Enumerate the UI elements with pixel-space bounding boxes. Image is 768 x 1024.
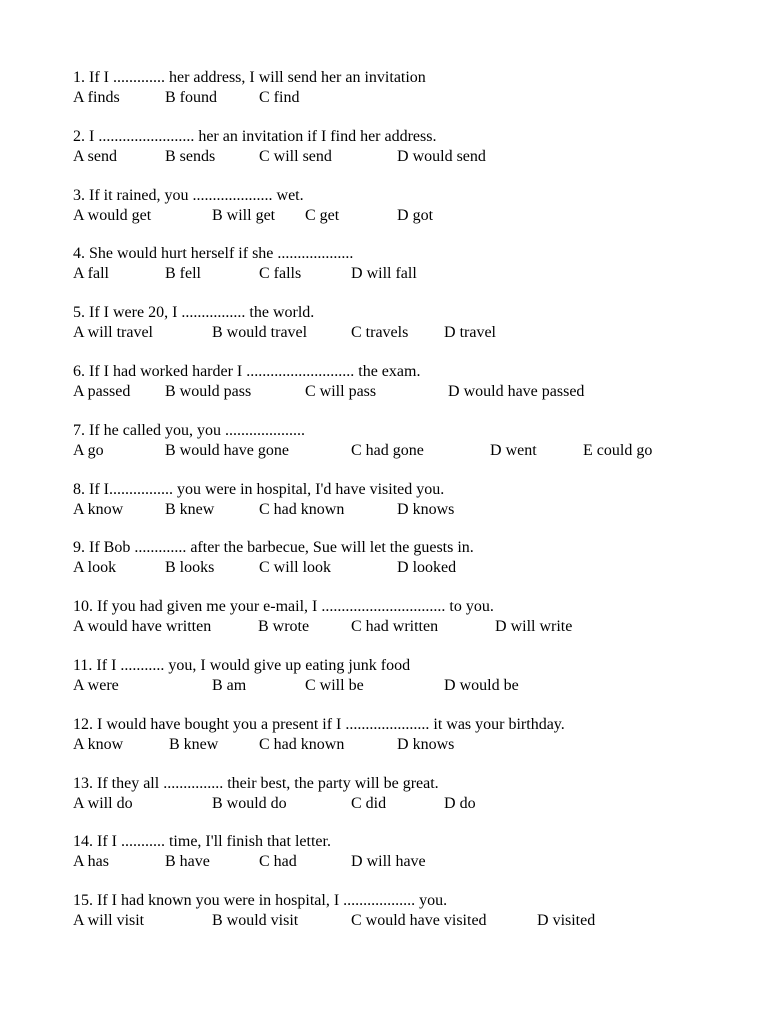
option-letter: A — [73, 559, 84, 577]
option-letter: B — [165, 853, 176, 871]
option-letter: D — [397, 559, 409, 577]
option-letter: A — [73, 676, 84, 694]
option-text: find — [273, 89, 300, 106]
option-letter: B — [165, 441, 176, 459]
answer-options — [73, 794, 733, 814]
question-text: If I were 20, I ................ the world. — [89, 304, 315, 322]
option-text: would have written — [87, 618, 212, 636]
question-text: If Bob ............. after the barbecue, Sue will let the guests in. — [89, 539, 474, 557]
option-a[interactable] — [73, 852, 109, 872]
option-text: will be — [319, 676, 364, 694]
option-text: know — [87, 735, 124, 753]
option-text: had gone — [365, 441, 424, 459]
option-c[interactable] — [259, 558, 331, 578]
option-text: knew — [179, 500, 215, 518]
option-text: would get — [87, 206, 152, 224]
option-letter: A — [73, 500, 84, 518]
question-number: 7. — [73, 421, 85, 439]
answer-options — [73, 206, 733, 226]
question-text: If I................ you were in hospital, I'd have visited you. — [89, 480, 445, 498]
option-text: go — [87, 441, 104, 459]
option-text: will pass — [319, 382, 377, 400]
option-letter: C — [351, 324, 362, 342]
option-text: would travel — [226, 324, 308, 342]
option-text: would send — [412, 147, 486, 165]
option-text: would be — [459, 676, 519, 694]
option-text: travel — [459, 324, 496, 342]
question-text: If I had known you were in hospital, I .................. you. — [97, 892, 448, 910]
option-text: do — [459, 794, 476, 812]
option-text: found — [179, 89, 217, 106]
option-text: knows — [412, 500, 455, 518]
option-letter: D — [397, 735, 409, 753]
answer-options — [73, 264, 733, 284]
option-letter: B — [169, 735, 180, 753]
answer-options — [73, 500, 733, 520]
option-text: had known — [273, 500, 345, 518]
question-number: 3. — [73, 186, 85, 204]
option-letter: B — [165, 89, 176, 106]
option-a[interactable] — [73, 794, 133, 814]
option-letter: A — [73, 206, 84, 224]
question-text: If he called you, you .................... — [89, 421, 305, 439]
question-14 — [73, 832, 733, 891]
question-2 — [73, 127, 733, 186]
question-prompt — [73, 244, 733, 264]
option-letter: B — [258, 618, 269, 636]
question-number: 9. — [73, 539, 85, 557]
question-prompt — [73, 362, 733, 382]
option-a[interactable] — [73, 206, 151, 226]
question-6 — [73, 362, 733, 421]
option-c[interactable] — [259, 88, 299, 108]
option-letter: C — [259, 89, 270, 106]
question-text: She would hurt herself if she ................... — [89, 245, 354, 263]
option-a[interactable] — [73, 382, 130, 402]
answer-options — [73, 911, 733, 931]
option-b[interactable] — [165, 441, 289, 461]
option-text: falls — [273, 265, 302, 283]
question-text: If they all ............... their best, the party will be great. — [97, 774, 439, 792]
option-c[interactable] — [351, 794, 386, 814]
answer-options — [73, 735, 733, 755]
question-number: 14. — [73, 833, 93, 851]
option-text: would have passed — [463, 382, 585, 400]
option-text: passed — [87, 382, 131, 400]
question-number: 2. — [73, 127, 85, 145]
option-letter: B — [165, 559, 176, 577]
question-1 — [73, 68, 733, 127]
option-text: would visit — [226, 912, 299, 930]
option-letter: D — [397, 147, 409, 165]
question-15 — [73, 891, 733, 950]
option-b[interactable] — [165, 264, 201, 284]
option-b[interactable] — [212, 323, 307, 343]
question-text: I ........................ her an invitation if I find her address. — [89, 127, 437, 145]
question-number: 11. — [73, 656, 93, 674]
option-text: send — [87, 147, 117, 165]
option-text: had written — [365, 618, 439, 636]
option-letter: A — [73, 912, 84, 930]
question-prompt — [73, 891, 733, 911]
option-a[interactable] — [73, 676, 119, 696]
option-text: will write — [510, 618, 573, 636]
option-letter: C — [351, 912, 362, 930]
option-b[interactable] — [165, 852, 210, 872]
option-letter: B — [212, 324, 223, 342]
option-text: wrote — [272, 618, 310, 636]
answer-options — [73, 147, 733, 167]
question-number: 13. — [73, 774, 93, 792]
option-b[interactable] — [165, 558, 214, 578]
option-c[interactable] — [351, 911, 487, 931]
question-text: If I ........... time, I'll finish that letter. — [97, 833, 331, 851]
option-text: fell — [179, 265, 201, 283]
question-text: If I ........... you, I would give up eating junk food — [96, 656, 411, 674]
option-letter: D — [397, 500, 409, 518]
option-text: has — [87, 853, 109, 871]
option-c[interactable] — [305, 206, 339, 226]
option-letter: C — [305, 676, 316, 694]
answer-options — [73, 617, 733, 637]
option-d[interactable] — [444, 323, 496, 343]
option-letter: D — [490, 441, 502, 459]
option-text: knew — [183, 735, 219, 753]
answer-options — [73, 441, 733, 461]
option-letter: D — [351, 265, 363, 283]
option-b[interactable] — [165, 382, 251, 402]
question-prompt — [73, 421, 733, 441]
option-c[interactable] — [351, 441, 424, 461]
option-text: will fall — [366, 265, 417, 283]
option-d[interactable] — [495, 617, 572, 637]
option-text: will have — [366, 853, 426, 871]
answer-options — [73, 382, 733, 402]
option-text: look — [87, 559, 117, 577]
question-7 — [73, 421, 733, 480]
option-c[interactable] — [259, 500, 344, 520]
option-letter: A — [73, 618, 84, 636]
option-d[interactable] — [351, 264, 417, 284]
option-text: get — [319, 206, 340, 224]
option-a[interactable] — [73, 911, 144, 931]
option-d[interactable] — [537, 911, 595, 931]
option-a[interactable] — [73, 264, 109, 284]
option-text: will do — [87, 794, 133, 812]
option-letter: C — [259, 147, 270, 165]
answer-options — [73, 88, 733, 108]
option-letter: C — [259, 735, 270, 753]
option-letter: D — [444, 324, 456, 342]
option-text: fall — [87, 265, 109, 283]
question-number: 10. — [73, 598, 93, 616]
option-b[interactable] — [165, 147, 215, 167]
option-text: will visit — [87, 912, 145, 930]
option-letter: D — [397, 206, 409, 224]
question-prompt — [73, 480, 733, 500]
question-prompt — [73, 597, 733, 617]
option-letter: D — [495, 618, 507, 636]
option-text: visited — [552, 912, 596, 930]
option-letter: B — [212, 912, 223, 930]
option-text: will travel — [87, 324, 153, 342]
option-d[interactable] — [397, 558, 456, 578]
question-number: 15. — [73, 892, 93, 910]
option-letter: C — [351, 618, 362, 636]
option-letter: C — [259, 853, 270, 871]
option-letter: B — [165, 382, 176, 400]
question-prompt — [73, 127, 733, 147]
option-b[interactable] — [212, 911, 298, 931]
option-letter: A — [73, 794, 84, 812]
option-letter: A — [73, 853, 84, 871]
option-text: did — [365, 794, 387, 812]
option-b[interactable] — [212, 206, 275, 226]
option-d[interactable] — [397, 206, 433, 226]
option-text: would have gone — [179, 441, 289, 459]
question-number: 12. — [73, 715, 93, 733]
option-letter: D — [537, 912, 549, 930]
option-letter: B — [165, 500, 176, 518]
option-letter: A — [73, 441, 84, 459]
option-text: looked — [412, 559, 457, 577]
option-a[interactable] — [73, 441, 104, 461]
option-d[interactable] — [351, 852, 426, 872]
option-text: am — [226, 676, 247, 694]
option-b[interactable] — [165, 88, 217, 108]
option-b[interactable] — [212, 794, 287, 814]
option-e[interactable] — [583, 441, 652, 461]
option-d[interactable] — [397, 500, 454, 520]
option-d[interactable] — [397, 147, 486, 167]
option-letter: B — [212, 676, 223, 694]
question-prompt — [73, 656, 733, 676]
option-letter: A — [73, 147, 84, 165]
option-d[interactable] — [448, 382, 584, 402]
question-number: 1. — [73, 69, 85, 86]
option-d[interactable] — [397, 735, 454, 755]
question-12 — [73, 715, 733, 774]
question-prompt — [73, 186, 733, 206]
option-c[interactable] — [305, 382, 376, 402]
option-letter: D — [351, 853, 363, 871]
question-number: 8. — [73, 480, 85, 498]
option-letter: A — [73, 89, 84, 106]
option-letter: B — [165, 147, 176, 165]
question-prompt — [73, 68, 733, 88]
option-letter: B — [212, 794, 223, 812]
question-prompt — [73, 715, 733, 735]
option-b[interactable] — [212, 676, 246, 696]
option-text: were — [87, 676, 119, 694]
question-4 — [73, 244, 733, 303]
option-letter: D — [444, 794, 456, 812]
option-letter: C — [351, 441, 362, 459]
option-c[interactable] — [259, 147, 332, 167]
option-letter: C — [259, 265, 270, 283]
question-text: If I had worked harder I ........................... the exam. — [89, 362, 421, 380]
question-13 — [73, 774, 733, 833]
option-c[interactable] — [259, 264, 301, 284]
option-letter: C — [305, 382, 316, 400]
option-d[interactable] — [444, 676, 519, 696]
option-a[interactable] — [73, 617, 211, 637]
question-11 — [73, 656, 733, 715]
question-prompt — [73, 538, 733, 558]
option-letter: A — [73, 382, 84, 400]
option-text: would have visited — [365, 912, 487, 930]
option-text: sends — [179, 147, 216, 165]
option-b[interactable] — [258, 617, 309, 637]
option-c[interactable] — [259, 735, 344, 755]
option-b[interactable] — [165, 500, 214, 520]
option-text: would pass — [179, 382, 252, 400]
option-c[interactable] — [351, 617, 438, 637]
option-c[interactable] — [259, 852, 297, 872]
answer-options — [73, 676, 733, 696]
question-prompt — [73, 774, 733, 794]
option-letter: A — [73, 265, 84, 283]
option-text: knows — [412, 735, 455, 753]
option-text: got — [412, 206, 434, 224]
option-text: will send — [273, 147, 332, 165]
option-letter: C — [259, 559, 270, 577]
answer-options — [73, 323, 733, 343]
option-letter: D — [444, 676, 456, 694]
option-text: finds — [87, 89, 120, 106]
question-text: I would have bought you a present if I ..................... it was your birthday. — [97, 715, 565, 733]
question-number: 6. — [73, 362, 85, 380]
option-text: know — [87, 500, 124, 518]
option-letter: B — [212, 206, 223, 224]
question-prompt — [73, 832, 733, 852]
option-letter: C — [305, 206, 316, 224]
question-3 — [73, 186, 733, 245]
option-b[interactable] — [169, 735, 218, 755]
option-a[interactable] — [73, 147, 117, 167]
question-number: 5. — [73, 304, 85, 322]
option-a[interactable] — [73, 500, 123, 520]
option-letter: A — [73, 324, 84, 342]
option-a[interactable] — [73, 88, 120, 108]
option-text: travels — [365, 324, 409, 342]
option-text: looks — [179, 559, 215, 577]
option-text: went — [505, 441, 537, 459]
question-number: 4. — [73, 245, 85, 263]
option-letter: B — [165, 265, 176, 283]
answer-options — [73, 558, 733, 578]
option-text: have — [179, 853, 210, 871]
option-letter: A — [73, 735, 84, 753]
option-text: would do — [226, 794, 287, 812]
option-a[interactable] — [73, 735, 123, 755]
question-text: If I ............. her address, I will send her an invitation — [89, 69, 426, 86]
option-a[interactable] — [73, 323, 153, 343]
question-9 — [73, 538, 733, 597]
option-text: had — [273, 853, 297, 871]
option-letter: C — [351, 794, 362, 812]
option-letter: D — [448, 382, 460, 400]
question-text: If it rained, you .................... wet. — [89, 186, 304, 204]
option-letter: C — [259, 500, 270, 518]
question-text: If you had given me your e-mail, I ............................... to you. — [97, 598, 494, 616]
option-d[interactable] — [490, 441, 537, 461]
option-text: will look — [273, 559, 332, 577]
question-prompt — [73, 303, 733, 323]
option-text: could go — [596, 441, 653, 459]
option-a[interactable] — [73, 558, 116, 578]
option-c[interactable] — [305, 676, 364, 696]
question-5 — [73, 303, 733, 362]
option-text: will get — [226, 206, 276, 224]
exercise-list — [73, 68, 733, 950]
option-c[interactable] — [351, 323, 408, 343]
option-text: had known — [273, 735, 345, 753]
question-10 — [73, 597, 733, 656]
option-letter: E — [583, 441, 593, 459]
answer-options — [73, 852, 733, 872]
question-8 — [73, 480, 733, 539]
option-d[interactable] — [444, 794, 476, 814]
